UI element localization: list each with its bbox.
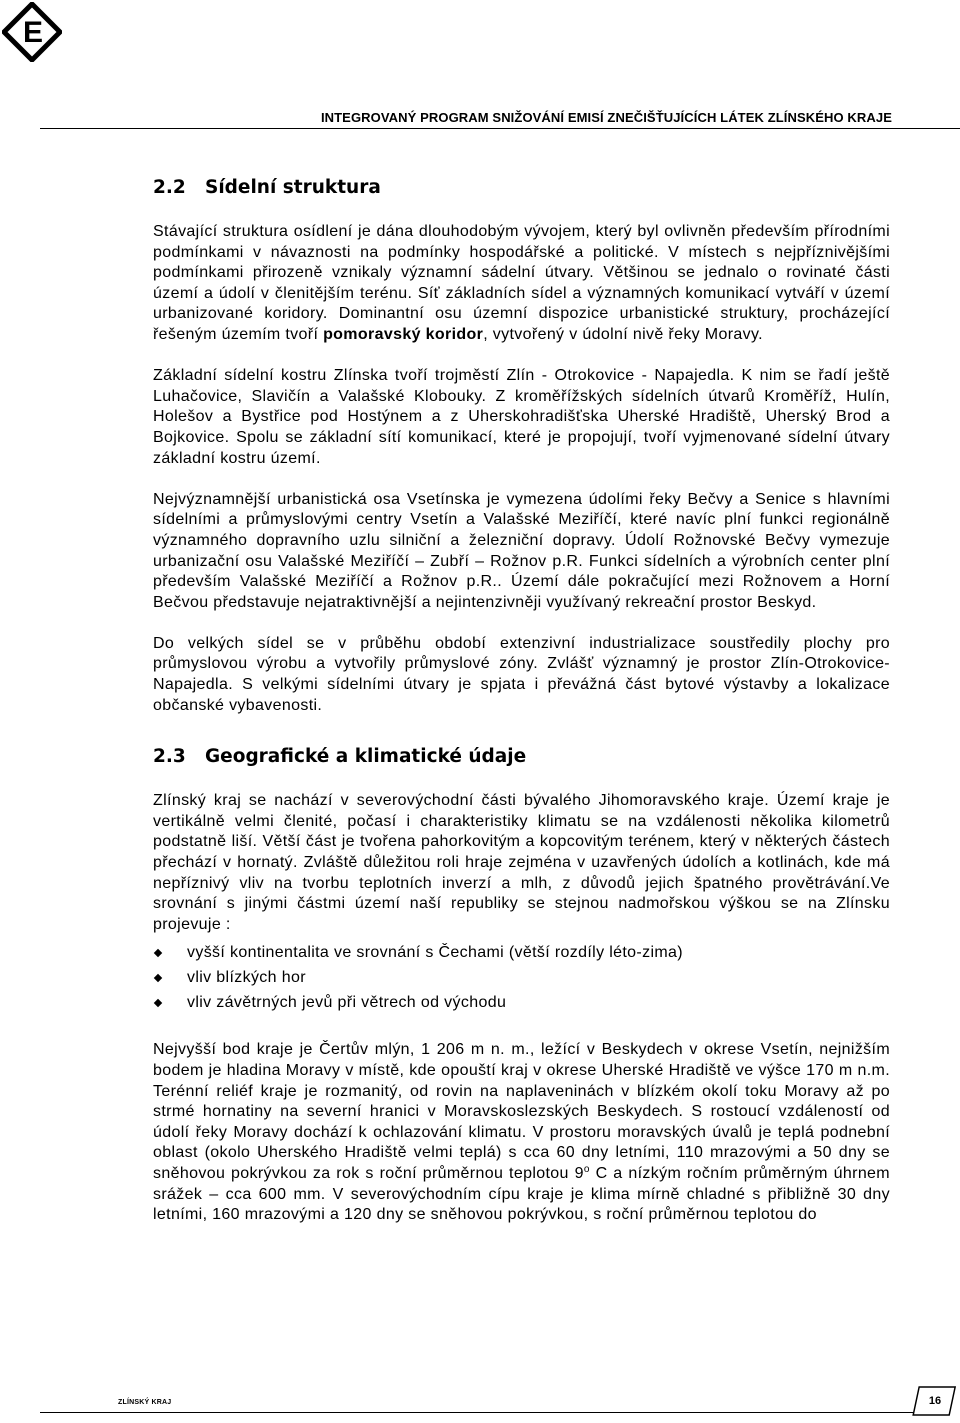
paragraph (153, 222, 890, 346)
emphasis-text: pomoravský koridor (323, 325, 484, 343)
diamond-bullet-icon (154, 999, 162, 1007)
paragraph-text: C a nízkým ročním průměrným úhrnem srážek – cca 600 mm. V severovýchodním cípu kraje je klima mírně chladné s přibližně 30 dny letními, 160 mrazovými a 120 dny se sněhovou pokrývkou, s roční průměrnou teplotou do (153, 1164, 890, 1224)
paragraph-text: Stávající struktura osídlení je dána dlouhodobým vývojem, který byl ovlivněn především přírodními podmínkami v návaznosti na podmínky hospodářské a politické. V místech s nejpříznivějšími podmínkami přirozeně vznikaly významní sádelní útvary. Většinou se jednalo o rovinaté části území a údolí v členitějším terénu. Síť základních sídel a významných komunikací vytváří v území urbanizované koridory. Dominantní osu územní dispozice urbanistické struktury, procházející řešeným územím tvoří (153, 223, 890, 343)
section-heading-2-3 (153, 745, 890, 769)
diamond-bullet-icon (154, 949, 162, 957)
header-divider (40, 128, 960, 129)
list-item (153, 993, 890, 1018)
list-item-text: vyšší kontinentalita ve srovnání s Čechami (větší rozdíly léto-zima) (187, 944, 683, 962)
section-heading-2-2 (153, 176, 890, 200)
section-number: 2.3 (153, 746, 186, 768)
section-number: 2.2 (153, 177, 186, 198)
footer-divider (40, 1412, 920, 1413)
section-title: Geografické a klimatické údaje (205, 746, 527, 768)
diamond-bullet-icon (154, 974, 162, 982)
logo-icon (2, 2, 62, 62)
paragraph (153, 1040, 890, 1225)
list-item-text: vliv závětrných jevů při větrech od východu (187, 994, 507, 1012)
paragraph: Zlínský kraj se nachází v severovýchodní části bývalého Jihomoravského kraje. Území kraje je vertikálně velmi členité, počasí i charakteristiky klimatu se na vzdálenosti několika kilometrů podstatně liší. Větší část je tvořena pahorkovitým a kopcovitým terénem, který v některých částech přechází v hornatý. Zvláště důležitou roli hraje zejména v uzavřených údolích a kotlinách, kde má nepříznivý vliv na tvorbu teplotních inverzí a mlh, z důvodů jejich špatného provětrávání.Ve srovnání s jinými částmi území naší republiky se stejnou nadmořskou výškou se na Zlínsku projevuje : (153, 792, 890, 933)
document-body (153, 176, 890, 1246)
footer-region-label: ZLÍNSKÝ KRAJ (118, 1399, 172, 1406)
paragraph-text: Nejvyšší bod kraje je Čertův mlýn, 1 206 m n. m., ležící v Beskydech v okrese Vsetín, nejnižším bodem je hladina Moravy v místě, kde opouští kraj v okrese Uherské Hradiště ve výšce 170 m n.m. Terénní reliéf kraje je rozmanitý, od rovin na naplaveninách v blízkém okolí toku Moravy až po strmé hornatiny na severní hranici v Moravskoslezských Beskydech. S rostoucí vzdáleností od údolí řeky Moravy dochází k ochlazování klimatu. V prostoru moravských úvalů je teplá podnební oblast (okolo Uherského Hradiště velmi teplá) s cca 60 dny letními, 110 mrazovými a 50 dny se sněhovou pokrývkou za rok s roční průměrnou teplotou 9 (153, 1041, 890, 1182)
page-number: 16 (928, 1395, 942, 1407)
section-title: Sídelní struktura (205, 177, 381, 198)
list-item (153, 968, 890, 993)
degree-superscript: o (583, 1163, 590, 1175)
paragraph: Nejvýznamnější urbanistická osa Vsetínska je vymezena údolími řeky Bečvy a Senice s hlavními sídelními a průmyslovými centry Vsetín a Valašské Meziříčí, které navíc plní funkci regionálně významného dopravního uzlu silniční a železniční dopravy. Údolí Rožnovské Bečvy vymezuje urbanizační osu Valašské Meziříčí – Zubří – Rožnov p.R. Funkci sídelních a výrobních center plní především Valašské Meziříčí a Rožnov p.R.. Území dále pokračující mezi Rožnovem a Horní Bečvou představuje nejatraktivnější a nejintenzivněji využívaný rekreační prostor Beskyd. (153, 490, 890, 611)
logo-letter: E (22, 16, 44, 49)
paragraph: Základní sídelní kostru Zlínska tvoří trojměstí Zlín - Otrokovice - Napajedla. K nim se řadí ještě Luhačovice, Slavičín a Valašské Klobouky. Z kroměřížských sídelních útvarů Kroměříž, Hulín, Holešov a Bystřice pod Hostýnem a z Uherskohradišťska Uherské Hradiště, Uherský Brod a Bojkovice. Spolu se základní sítí komunikací, které je propojují, tvoří vyjmenované sídelní útvary základní kostru území. (153, 367, 890, 467)
paragraph: Do velkých sídel se v průběhu období extenzivní industrializace soustředily plochy pro průmyslovou výrobu a vytvořily průmyslové zóny. Zvlášť významný je prostor Zlín-Otrokovice-Napajedla. S velkými sídelními útvary je spjata i převážná část bytové výstavby a lokalizace občanské vybavenosti. (153, 634, 890, 714)
paragraph-text: , vytvořený v údolní nivě řeky Moravy. (483, 325, 763, 343)
bullet-list (153, 943, 890, 1018)
list-item-text: vliv blízkých hor (187, 969, 306, 987)
document-header-title: INTEGROVANÝ PROGRAM SNIŽOVÁNÍ EMISÍ ZNEČIŠŤUJÍCÍCH LÁTEK ZLÍNSKÉHO KRAJE (320, 110, 892, 125)
list-item (153, 943, 890, 968)
